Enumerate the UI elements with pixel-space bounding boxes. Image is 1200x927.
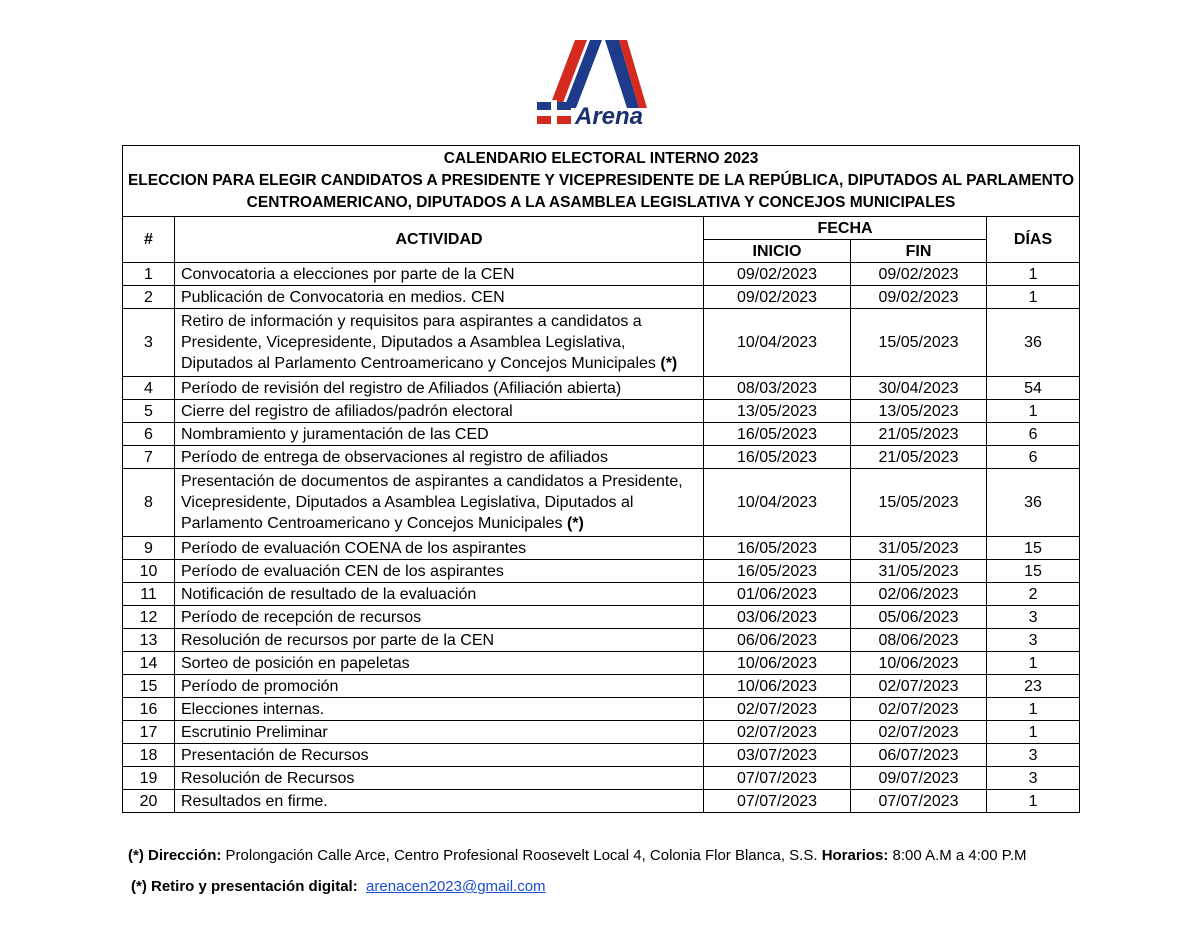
- row-start-date: 02/07/2023: [704, 698, 851, 721]
- row-activity: [175, 377, 704, 400]
- row-days: 1: [987, 790, 1080, 813]
- row-number: 12: [123, 606, 175, 629]
- row-number: 7: [123, 446, 175, 469]
- activity-text: Período de evaluación CEN de los aspirantes: [181, 562, 504, 580]
- header-start: INICIO: [704, 240, 851, 263]
- row-end-date: 21/05/2023: [851, 423, 987, 446]
- table-row: [123, 790, 1080, 813]
- row-activity: [175, 469, 704, 537]
- arena-logo: [535, 38, 655, 128]
- row-start-date: 16/05/2023: [704, 446, 851, 469]
- activity-text: Presidente, Vicepresidente, Diputados a Asamblea Legislativa,: [181, 334, 626, 351]
- calendar-title: CALENDARIO ELECTORAL INTERNO 2023: [443, 150, 759, 167]
- activity-line: [181, 287, 703, 308]
- table-row: [123, 400, 1080, 423]
- activity-text: Presentación de Recursos: [181, 746, 369, 764]
- activity-line: [181, 447, 703, 468]
- activity-line: [181, 264, 703, 285]
- row-activity: [175, 767, 704, 790]
- row-number: 14: [123, 652, 175, 675]
- row-start-date: 07/07/2023: [704, 790, 851, 813]
- header-activity: ACTIVIDAD: [175, 217, 704, 263]
- row-number: 6: [123, 423, 175, 446]
- row-start-date: 02/07/2023: [704, 721, 851, 744]
- row-start-date: 13/05/2023: [704, 400, 851, 423]
- header-date: FECHA: [704, 217, 987, 240]
- row-end-date: 09/02/2023: [851, 286, 987, 309]
- table-row: [123, 721, 1080, 744]
- activity-line: [181, 791, 703, 812]
- footer-address: [128, 847, 1027, 864]
- footer-digital: [131, 878, 546, 895]
- row-end-date: 02/06/2023: [851, 583, 987, 606]
- row-start-date: 16/05/2023: [704, 423, 851, 446]
- row-days: 1: [987, 698, 1080, 721]
- row-start-date: 10/04/2023: [704, 469, 851, 537]
- row-start-date: 09/02/2023: [704, 286, 851, 309]
- activity-line: [181, 401, 703, 422]
- row-number: 5: [123, 400, 175, 423]
- row-activity: [175, 629, 704, 652]
- row-number: 11: [123, 583, 175, 606]
- hours-label: Horarios:: [821, 847, 889, 864]
- row-number: 16: [123, 698, 175, 721]
- row-days: 36: [987, 469, 1080, 537]
- activity-text: Cierre del registro de afiliados/padrón electoral: [181, 402, 513, 420]
- hours-text: 8:00 A.M a 4:00 P.M: [888, 847, 1027, 864]
- row-number: 1: [123, 263, 175, 286]
- row-days: 1: [987, 652, 1080, 675]
- email-link[interactable]: arenacen2023@gmail.com: [366, 878, 546, 895]
- row-end-date: 02/07/2023: [851, 675, 987, 698]
- address-text: Prolongación Calle Arce, Centro Profesional Roosevelt Local 4, Colonia Flor Blanca, S.S.: [221, 847, 822, 864]
- activity-text: Elecciones internas.: [181, 700, 325, 718]
- table-row: [123, 286, 1080, 309]
- table-row: [123, 629, 1080, 652]
- row-end-date: 21/05/2023: [851, 446, 987, 469]
- row-start-date: 06/06/2023: [704, 629, 851, 652]
- table-row: [123, 744, 1080, 767]
- activity-line: [181, 353, 703, 374]
- activity-text: Resolución de Recursos: [181, 769, 355, 787]
- activity-line: [181, 584, 703, 605]
- activity-line: [181, 745, 703, 766]
- row-start-date: 10/04/2023: [704, 309, 851, 377]
- row-end-date: 09/02/2023: [851, 263, 987, 286]
- row-start-date: 09/02/2023: [704, 263, 851, 286]
- row-days: 3: [987, 606, 1080, 629]
- row-number: 8: [123, 469, 175, 537]
- calendar-subtitle-line1: ELECCION PARA ELEGIR CANDIDATOS A PRESIDENTE Y VICEPRESIDENTE DE LA REPÚBLICA, DIPUTADOS AL PARLAMENTO: [127, 172, 1075, 189]
- activity-text: Escrutinio Preliminar: [181, 723, 328, 741]
- row-days: 1: [987, 400, 1080, 423]
- row-number: 2: [123, 286, 175, 309]
- row-days: 1: [987, 286, 1080, 309]
- row-days: 3: [987, 744, 1080, 767]
- row-days: 15: [987, 537, 1080, 560]
- table-row: [123, 309, 1080, 377]
- row-activity: [175, 286, 704, 309]
- header-end: FIN: [851, 240, 987, 263]
- activity-line: [181, 630, 703, 651]
- activity-text: Período de entrega de observaciones al registro de afiliados: [181, 448, 608, 466]
- row-activity: [175, 560, 704, 583]
- activity-line: [181, 768, 703, 789]
- row-activity: [175, 698, 704, 721]
- activity-text: Retiro de información y requisitos para aspirantes a candidatos a: [181, 313, 642, 330]
- activity-text: Nombramiento y juramentación de las CED: [181, 425, 489, 443]
- row-number: 19: [123, 767, 175, 790]
- row-days: 6: [987, 423, 1080, 446]
- activity-line: [181, 538, 703, 559]
- row-start-date: 01/06/2023: [704, 583, 851, 606]
- row-end-date: 08/06/2023: [851, 629, 987, 652]
- table-row: [123, 652, 1080, 675]
- table-row: [123, 560, 1080, 583]
- activity-line: [181, 424, 703, 445]
- row-number: 18: [123, 744, 175, 767]
- row-days: 23: [987, 675, 1080, 698]
- row-days: 3: [987, 767, 1080, 790]
- row-end-date: 02/07/2023: [851, 698, 987, 721]
- asterisk-marker: (*): [566, 515, 584, 532]
- table-row: [123, 377, 1080, 400]
- row-activity: [175, 721, 704, 744]
- table-row: [123, 469, 1080, 537]
- table-title: [123, 146, 1080, 217]
- table-row: [123, 263, 1080, 286]
- row-activity: [175, 675, 704, 698]
- activity-line: [181, 676, 703, 697]
- row-end-date: 07/07/2023: [851, 790, 987, 813]
- activity-line: [181, 378, 703, 399]
- electoral-calendar-table: [122, 145, 1080, 813]
- row-days: 54: [987, 377, 1080, 400]
- row-start-date: 08/03/2023: [704, 377, 851, 400]
- row-number: 10: [123, 560, 175, 583]
- activity-line: [181, 492, 703, 513]
- row-end-date: 15/05/2023: [851, 469, 987, 537]
- activity-line: [181, 311, 703, 332]
- row-number: 4: [123, 377, 175, 400]
- row-days: 6: [987, 446, 1080, 469]
- row-end-date: 31/05/2023: [851, 537, 987, 560]
- row-start-date: 07/07/2023: [704, 767, 851, 790]
- activity-text: Convocatoria a elecciones por parte de la CEN: [181, 265, 515, 283]
- row-end-date: 06/07/2023: [851, 744, 987, 767]
- activity-line: [181, 699, 703, 720]
- row-end-date: 10/06/2023: [851, 652, 987, 675]
- row-activity: [175, 446, 704, 469]
- activity-line: [181, 513, 703, 534]
- row-start-date: 10/06/2023: [704, 652, 851, 675]
- row-start-date: 03/06/2023: [704, 606, 851, 629]
- activity-text: Resultados en firme.: [181, 792, 328, 810]
- activity-text: Vicepresidente, Diputados a Asamblea Legislativa, Diputados al: [181, 494, 634, 511]
- activity-text: Publicación de Convocatoria en medios. CEN: [181, 288, 505, 306]
- table-row: [123, 698, 1080, 721]
- table-row: [123, 583, 1080, 606]
- activity-text: Parlamento Centroamericano y Concejos Municipales: [181, 515, 563, 532]
- table-row: [123, 767, 1080, 790]
- table-row: [123, 675, 1080, 698]
- activity-text: Período de recepción de recursos: [181, 608, 422, 626]
- row-activity: [175, 263, 704, 286]
- digital-label: (*) Retiro y presentación digital:: [131, 878, 358, 895]
- activity-text: Notificación de resultado de la evaluación: [181, 585, 477, 603]
- row-activity: [175, 537, 704, 560]
- row-end-date: 09/07/2023: [851, 767, 987, 790]
- address-label: (*) Dirección:: [128, 847, 222, 864]
- row-start-date: 16/05/2023: [704, 560, 851, 583]
- row-activity: [175, 309, 704, 377]
- row-end-date: 05/06/2023: [851, 606, 987, 629]
- table-row: [123, 606, 1080, 629]
- row-activity: [175, 423, 704, 446]
- row-start-date: 03/07/2023: [704, 744, 851, 767]
- activity-text: Resolución de recursos por parte de la CEN: [181, 631, 495, 649]
- row-activity: [175, 790, 704, 813]
- activity-text: Sorteo de posición en papeletas: [181, 654, 410, 672]
- activity-text: Período de evaluación COENA de los aspirantes: [181, 539, 527, 557]
- row-end-date: 02/07/2023: [851, 721, 987, 744]
- activity-line: [181, 607, 703, 628]
- activity-line: [181, 471, 703, 492]
- row-activity: [175, 652, 704, 675]
- header-days: DÍAS: [987, 217, 1080, 263]
- row-number: 13: [123, 629, 175, 652]
- row-end-date: 13/05/2023: [851, 400, 987, 423]
- activity-line: [181, 561, 703, 582]
- row-days: 15: [987, 560, 1080, 583]
- activity-line: [181, 722, 703, 743]
- activity-text: Diputados al Parlamento Centroamericano y Concejos Municipales: [181, 355, 656, 372]
- asterisk-marker: (*): [660, 355, 678, 372]
- row-number: 15: [123, 675, 175, 698]
- row-activity: [175, 606, 704, 629]
- row-activity: [175, 400, 704, 423]
- row-activity: [175, 583, 704, 606]
- row-number: 20: [123, 790, 175, 813]
- row-start-date: 10/06/2023: [704, 675, 851, 698]
- row-number: 9: [123, 537, 175, 560]
- activity-line: [181, 653, 703, 674]
- table-row: [123, 446, 1080, 469]
- activity-text: Período de revisión del registro de Afiliados (Afiliación abierta): [181, 379, 622, 397]
- row-activity: [175, 744, 704, 767]
- row-end-date: 31/05/2023: [851, 560, 987, 583]
- calendar-subtitle-line2: CENTROAMERICANO, DIPUTADOS A LA ASAMBLEA LEGISLATIVA Y CONCEJOS MUNICIPALES: [246, 194, 956, 211]
- row-number: 3: [123, 309, 175, 377]
- row-days: 2: [987, 583, 1080, 606]
- row-end-date: 30/04/2023: [851, 377, 987, 400]
- activity-text: Presentación de documentos de aspirantes a candidatos a Presidente,: [181, 473, 683, 490]
- table-row: [123, 537, 1080, 560]
- row-days: 1: [987, 721, 1080, 744]
- row-number: 17: [123, 721, 175, 744]
- table-row: [123, 423, 1080, 446]
- logo-text: Arena: [575, 103, 644, 128]
- row-end-date: 15/05/2023: [851, 309, 987, 377]
- row-start-date: 16/05/2023: [704, 537, 851, 560]
- row-days: 3: [987, 629, 1080, 652]
- row-days: 1: [987, 263, 1080, 286]
- activity-line: [181, 332, 703, 353]
- header-num: #: [123, 217, 175, 263]
- activity-text: Período de promoción: [181, 677, 339, 695]
- row-days: 36: [987, 309, 1080, 377]
